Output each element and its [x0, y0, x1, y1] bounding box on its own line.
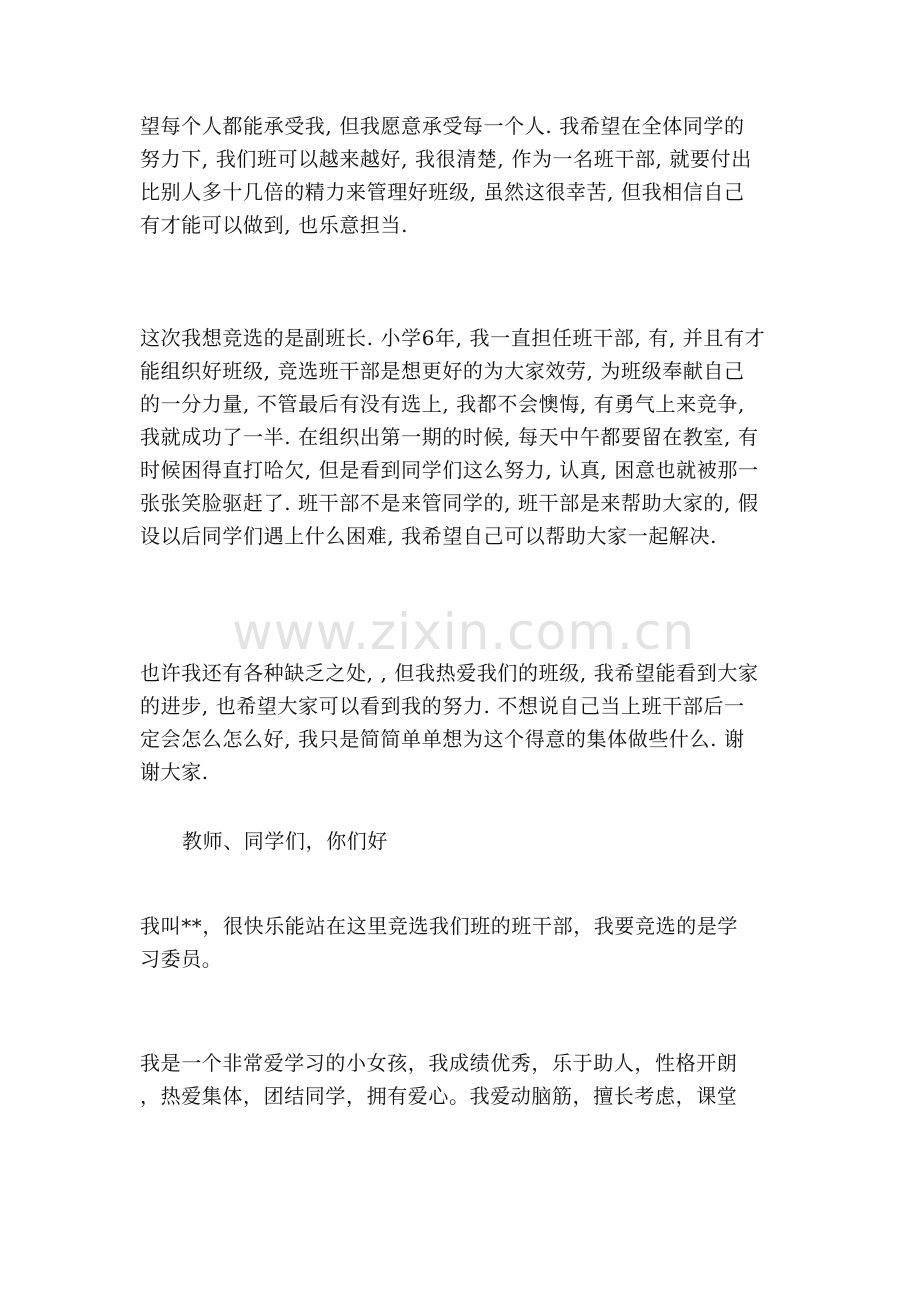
text-line: 定会怎么怎么好, 我只是简简单单想为这个得意的集体做些什么. 谢: [140, 727, 745, 751]
text-line: 努力下, 我们班可以越来越好, 我很清楚, 作为一名班干部, 就要付出: [140, 147, 752, 171]
text-line: 比别人多十几倍的精力来管理好班级, 虽然这很幸苦, 但我相信自己: [140, 180, 745, 204]
text-line: 设以后同学们遇上什么困难, 我希望自己可以帮助大家一起解决.: [140, 524, 718, 548]
text-line: 也许我还有各种缺乏之处, , 但我热爱我们的班级, 我希望能看到大家: [140, 661, 759, 685]
watermark: www.zixin.com.cn: [232, 603, 696, 661]
text-line: 谢大家.: [140, 760, 209, 784]
text-line: 有才能可以做到, 也乐意担当.: [140, 213, 409, 237]
text-line: 望每个人都能承受我, 但我愿意承受每一个人. 我希望在全体同学的: [140, 114, 745, 138]
text-line: 我是一个非常爱学习的小女孩，我成绩优秀，乐于助人，性格开朗: [140, 1051, 738, 1075]
text-line: 我就成功了一半. 在组织出第一期的时候, 每天中午都要留在教室, 有: [140, 425, 759, 449]
greeting-line: 教师、同学们，你们好: [182, 829, 388, 853]
text-line: 这次我想竞选的是副班长. 小学6年, 我一直担任班干部, 有, 并且有才: [140, 326, 766, 350]
text-line: 的进步, 也希望大家可以看到我的努力. 不想说自己当上班干部后一: [140, 694, 745, 718]
text-line: 我叫**，很快乐能站在这里竞选我们班的班干部，我要竞选的是学: [140, 914, 738, 938]
text-line: 张张笑脸驱赶了. 班干部不是来管同学的, 班干部是来帮助大家的, 假: [140, 491, 759, 515]
text-line: 时候困得直打哈欠, 但是看到同学们这么努力, 认真, 困意也就被那一: [140, 458, 759, 482]
text-line: 习委员。: [140, 947, 223, 971]
text-line: 能组织好班级, 竞选班干部是想更好的为大家效劳, 为班级奉献自己: [140, 359, 745, 383]
text-line: 的一分力量, 不管最后有没有选上, 我都不会懊悔, 有勇气上来竞争,: [140, 392, 745, 416]
text-line: ，热爱集体，团结同学，拥有爱心。我爱动脑筋，擅长考虑，课堂: [140, 1084, 738, 1108]
